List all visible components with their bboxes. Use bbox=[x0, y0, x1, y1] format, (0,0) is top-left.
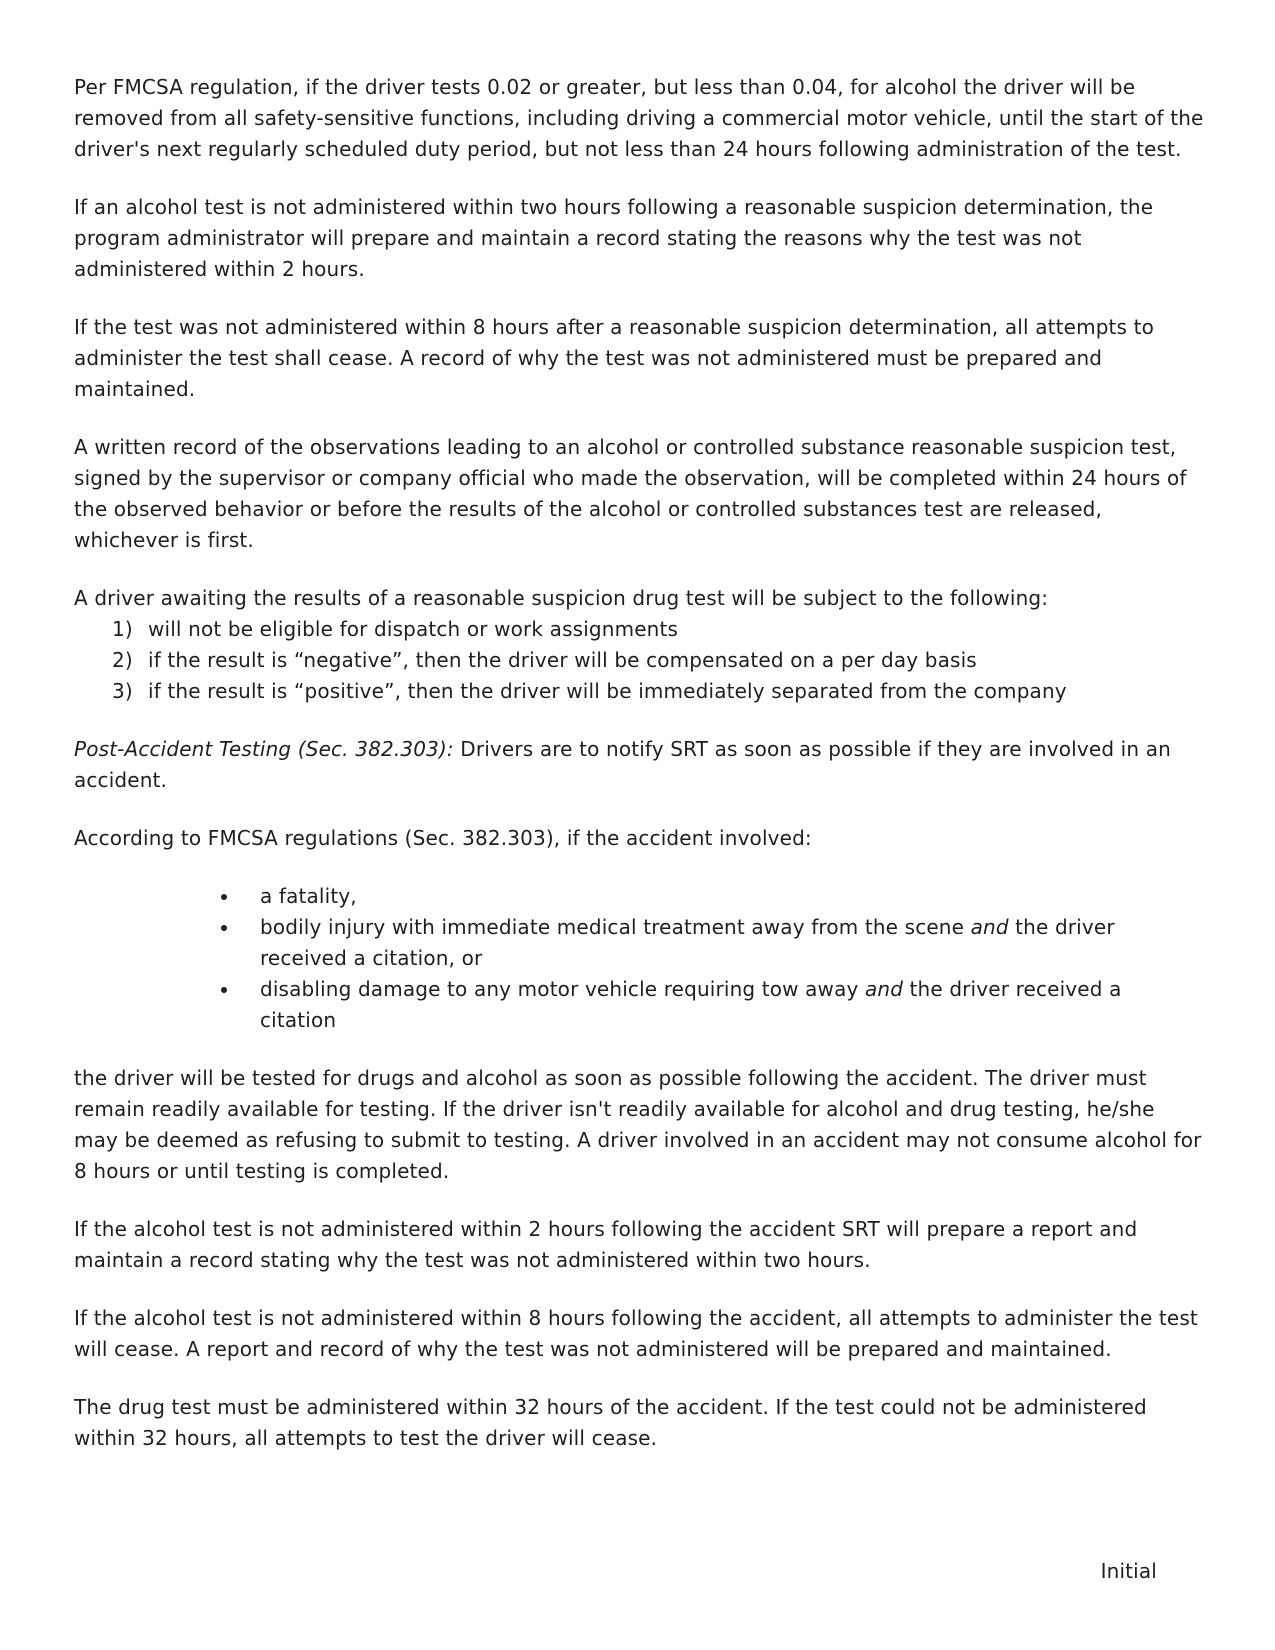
list-item-text: bodily injury with immediate medical treatment away from the scene bbox=[260, 915, 971, 939]
paragraph-awaiting-results: A driver awaiting the results of a reasonable suspicion drug test will be subject to the following: bbox=[74, 586, 1049, 610]
list-number: 2) bbox=[112, 648, 133, 672]
list-item-text: if the result is “negative”, then the driver will be compensated on a per day basis bbox=[148, 648, 977, 672]
list-item bbox=[74, 645, 1204, 676]
list-item bbox=[74, 974, 1204, 1036]
paragraph-drug-test-32-hours: The drug test must be administered within 32 hours of the accident. If the test could not be administered within 32 hours, all attempts to test the driver will cease. bbox=[74, 1395, 1147, 1450]
list-item-text: the driver received a citation bbox=[260, 977, 1122, 1032]
list-item bbox=[74, 676, 1204, 707]
list-item-text: disabling damage to any motor vehicle requiring tow away bbox=[260, 977, 865, 1001]
list-item-text: will not be eligible for dispatch or work assignments bbox=[148, 617, 679, 641]
paragraph-tested-drugs-alcohol: the driver will be tested for drugs and alcohol as soon as possible following the accident. The driver must remain readily available for testing. If the driver isn't readily available for alcohol and drug testing, he/she may be deemed as refusing to submit to testing. A driver involved in an accident may not consume alcohol for 8 hours or until testing is completed. bbox=[74, 1066, 1202, 1183]
paragraph-according-fmcsa: According to FMCSA regulations (Sec. 382.303), if the accident involved: bbox=[74, 826, 812, 850]
list-item bbox=[74, 881, 1204, 912]
paragraph-post-accident bbox=[74, 734, 1204, 796]
bullet-icon bbox=[221, 894, 227, 900]
list-item-text: a fatality, bbox=[260, 884, 357, 908]
paragraph-written-record: A written record of the observations leading to an alcohol or controlled substance reasonable suspicion test, signed by the supervisor or company official who made the observation, will be completed within 24 hours of the observed behavior or before the results of the alcohol or controlled substances test are released, whichever is first. bbox=[74, 435, 1187, 552]
post-accident-heading: Post-Accident Testing (Sec. 382.303): bbox=[74, 737, 454, 761]
emphasis-and: and bbox=[864, 977, 904, 1001]
list-item-text: the driver received a citation, or bbox=[260, 915, 1115, 970]
paragraph-eight-hour-report: If the alcohol test is not administered within 8 hours following the accident, all attempts to administer the test will cease. A report and record of why the test was not administered will be prepared and maintained. bbox=[74, 1306, 1198, 1361]
paragraph-eight-hour-cease: If the test was not administered within 8 hours after a reasonable suspicion determination, all attempts to administer the test shall cease. A record of why the test was not administered must be prepared and maintained. bbox=[74, 315, 1154, 401]
paragraph-alcohol-threshold: Per FMCSA regulation, if the driver tests 0.02 or greater, but less than 0.04, for alcohol the driver will be removed from all safety-sensitive functions, including driving a commercial motor vehicle, until the start of the driver's next regularly scheduled duty period, but not less than 24 hours following administration of the test. bbox=[74, 75, 1204, 161]
list-item bbox=[74, 912, 1204, 974]
list-item bbox=[74, 614, 1204, 645]
document-page bbox=[74, 72, 1204, 1481]
list-number: 1) bbox=[112, 617, 133, 641]
awaiting-results-list bbox=[74, 614, 1204, 707]
accident-conditions-list bbox=[74, 881, 1204, 1036]
bullet-icon bbox=[221, 987, 227, 993]
list-number: 3) bbox=[112, 679, 133, 703]
paragraph-two-hour-report: If the alcohol test is not administered within 2 hours following the accident SRT will prepare a report and maintain a record stating why the test was not administered within two hours. bbox=[74, 1217, 1138, 1272]
bullet-icon bbox=[221, 925, 227, 931]
paragraph-two-hour-record: If an alcohol test is not administered within two hours following a reasonable suspicion determination, the program administrator will prepare and maintain a record stating the reasons why the test was not administered within 2 hours. bbox=[74, 195, 1154, 281]
emphasis-and: and bbox=[970, 915, 1009, 939]
initial-label: Initial bbox=[1100, 1559, 1157, 1583]
post-accident-text: Drivers are to notify SRT as soon as possible if they are involved in an accident. bbox=[74, 737, 1171, 792]
list-item-text: if the result is “positive”, then the driver will be immediately separated from the company bbox=[148, 679, 1067, 703]
